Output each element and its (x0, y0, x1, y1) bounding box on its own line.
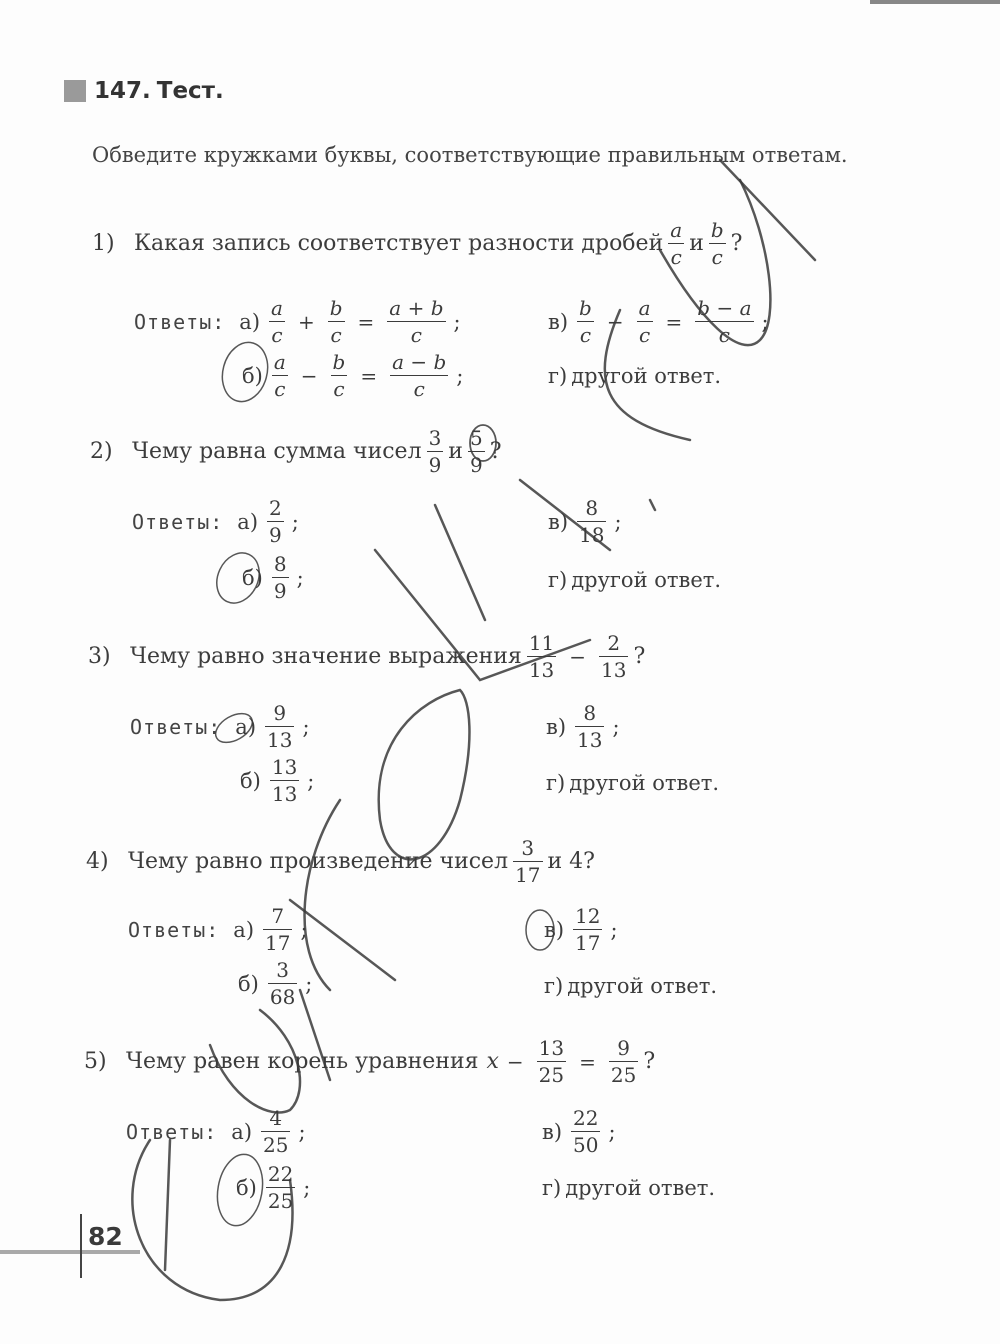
question-4 (0, 830, 1000, 1030)
question-1-option-g[interactable]: г) другой ответ. (548, 364, 722, 388)
question-2-option-b[interactable]: б) $\frac{8}{9}$ ; (242, 552, 304, 604)
question-1-text: 1) Какая запись соответствует разности дробей $\frac{a}{c}$ и $\frac{b}{c}$ ? (92, 218, 743, 270)
question-5-option-a[interactable]: Ответы: а) $\frac{4}{25}$ ; (126, 1106, 306, 1158)
exercise-heading: Тест. (156, 78, 224, 104)
question-4-option-a[interactable]: Ответы: а) $\frac{7}{17}$ ; (128, 904, 308, 956)
page-number: 82 (88, 1222, 123, 1251)
question-5-option-v[interactable]: в) $\frac{22}{50}$ ; (542, 1106, 616, 1158)
question-1-option-v[interactable]: в) $\frac{b}{c}$ − $\frac{a}{c}$ = $\frac{b - a}{c}$ ; (548, 296, 769, 348)
question-1-option-b[interactable]: б) $\frac{a}{c}$ − $\frac{b}{c}$ = $\frac{a - b}{c}$ ; (242, 350, 464, 402)
question-2-option-g[interactable]: г) другой ответ. (548, 568, 722, 592)
question-4-text: 4) Чему равно произведение чисел $\frac{3}{17}$ и 4? (86, 836, 595, 888)
question-4-option-g[interactable]: г) другой ответ. (544, 974, 718, 998)
question-4-option-b[interactable]: б) $\frac{3}{68}$ ; (238, 958, 313, 1010)
question-2-option-v[interactable]: в) $\frac{8}{18}$ ; (548, 496, 622, 548)
footer-tick (80, 1214, 82, 1278)
question-4-option-v[interactable]: в) $\frac{12}{17}$ ; (544, 904, 618, 956)
question-3-option-b[interactable]: б) $\frac{13}{13}$ ; (240, 755, 315, 807)
exercise-number: 147. (94, 78, 151, 104)
question-3 (0, 625, 1000, 825)
question-5-text: 5) Чему равен корень уравнения x − $\frac{13}{25}$ = $\frac{9}{25}$ ? (84, 1036, 656, 1088)
question-3-option-v[interactable]: в) $\frac{8}{13}$ ; (546, 701, 620, 753)
question-5-option-g[interactable]: г) другой ответ. (542, 1176, 716, 1200)
instruction-text: Обведите кружками буквы, соответствующие правильным ответам. (92, 143, 848, 167)
question-2 (0, 420, 1000, 620)
exercise-title (64, 78, 224, 104)
question-1-option-a[interactable]: Ответы: а) $\frac{a}{c}$ + $\frac{b}{c}$ = $\frac{a + b}{c}$ ; (134, 296, 461, 348)
question-2-option-a[interactable]: Ответы: а) $\frac{2}{9}$ ; (132, 496, 299, 548)
question-3-text: 3) Чему равно значение выражения $\frac{11}{13}$ − $\frac{2}{13}$ ? (88, 631, 646, 683)
question-1 (0, 210, 1000, 410)
question-5 (0, 1030, 1000, 1230)
exercise-marker-icon (64, 80, 86, 102)
question-3-option-a[interactable]: Ответы: а) $\frac{9}{13}$ ; (130, 701, 310, 753)
question-5-option-b[interactable]: б) $\frac{22}{25}$ ; (236, 1162, 311, 1214)
question-3-option-g[interactable]: г) другой ответ. (546, 771, 720, 795)
question-2-text: 2) Чему равна сумма чисел $\frac{3}{9}$ и $\frac{5}{9}$ ? (90, 426, 502, 478)
scan-edge-mark (870, 0, 1000, 4)
